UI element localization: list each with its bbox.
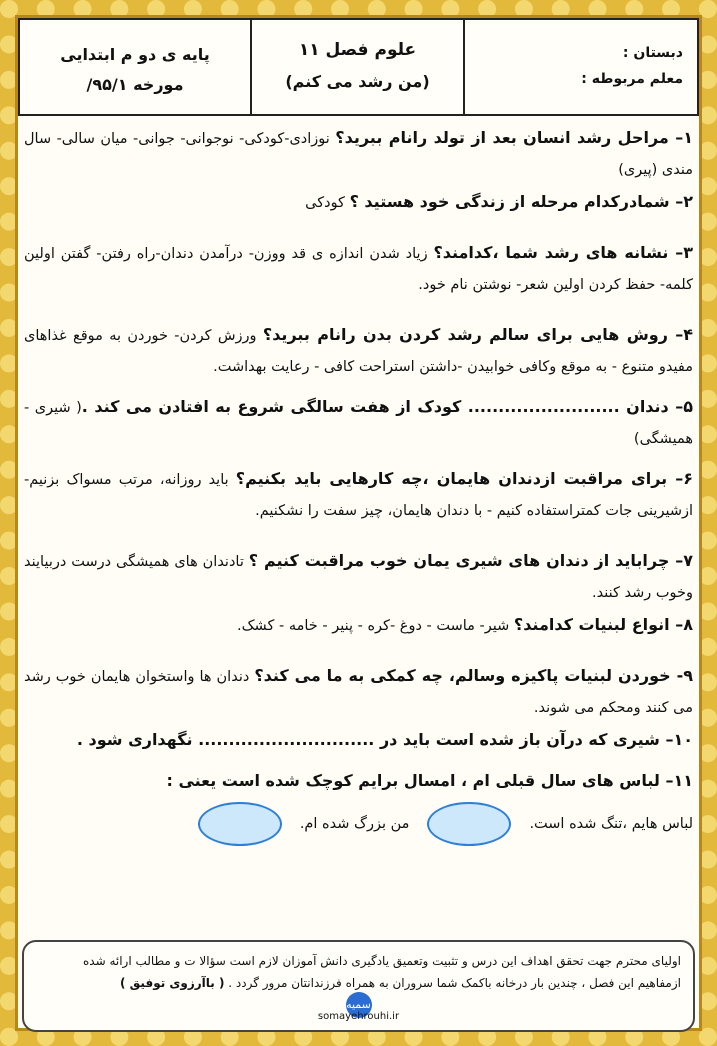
answer-text: کودکی (305, 195, 350, 211)
question-text: ۴– روش هایی برای سالم رشد کردن بدن رانام ببرید؟ (262, 325, 693, 344)
question-8 (24, 609, 693, 642)
school-info-cell (463, 20, 697, 114)
note-line-1: اولیای محترم جهت تحقق اهداف این درس و تثبیت وتعمیق یادگیری دانش آموزان لازم است سؤالا ت و مطالب ارائه شده (82, 954, 681, 968)
answer-text: زیاد شدن اندازه ی قد ووزن- درآمدن دندان-راه رفتن- گفتن اولین کلمه- حفظ کردن اولین شعر- نوشتن نام خود. (24, 246, 693, 293)
question-2 (24, 186, 693, 219)
question-text: ۶– برای مراقبت ازدندان هایمان ،چه کارهایی باید بکنیم؟ (235, 469, 693, 488)
answer-text: ( شیری - همیشگی) (24, 400, 693, 447)
answer-text: ورزش کردن- خوردن به موقع غذاهای مفیدو متنوع - به موقع وکافی خوابیدن -داشتن استراحت کافی - رعایت بهداشت. (24, 328, 693, 375)
question-3 (24, 237, 693, 301)
question-5 (24, 391, 693, 455)
question-text: ۹- خوردن لبنیات پاکیزه وسالم، چه کمکی به ما می کند؟ (254, 666, 694, 685)
answer-text: تادندان های همیشگی درست دربیایند وخوب رشد کنند. (24, 554, 693, 601)
grade-cell (20, 20, 250, 114)
worksheet-header (18, 18, 699, 116)
question-11 (24, 765, 693, 798)
note-closing: ( باآرزوی توفیق ) (119, 976, 225, 990)
subject-subtitle: (من رشد می کنم) (285, 72, 430, 91)
question-text: ۱۰– شیری که درآن باز شده است باید در ............................. نگهداری شود . (76, 730, 693, 749)
question-6 (24, 463, 693, 527)
question-9 (24, 660, 693, 724)
option-1-label: لباس هایم ،تنگ شده است. (529, 815, 693, 832)
question-text: ۱۱– لباس های سال قبلی ام ، امسال برایم کوچک شده است یعنی : (166, 771, 693, 790)
option-1-oval[interactable] (427, 802, 511, 846)
option-2-oval[interactable] (198, 802, 282, 846)
teacher-label: معلم مربوطه : (581, 71, 683, 87)
note-line-2 (36, 972, 681, 994)
answer-text: شیر- ماست - دوغ -کره - پنیر - خامه - کشک. (236, 618, 514, 634)
question-1 (24, 122, 693, 186)
parent-note-box (22, 940, 695, 1032)
subject-cell (250, 20, 463, 114)
subject-title: علوم فصل ۱۱ (298, 40, 417, 60)
option-2-label: من بزرگ شده ام. (299, 815, 410, 832)
answer-text: دندان ها واستخوان هایمان خوب رشد می کنند ومحکم می شوند. (24, 669, 693, 716)
site-url: somayehrouhi.ir (317, 1011, 400, 1022)
school-label: دبستان : (622, 45, 683, 61)
question-text: ۵– دندان ......................... کودک از هفت سالگی شروع به افتادن می کند . (81, 397, 694, 416)
note-line-2-text: ازمفاهیم این فصل ، چندین بار درخانه باکمک شما سروران به همراه فرزندانتان مرور گردد . (228, 976, 681, 990)
grade-label: پایه ی دو م ابتدایی (60, 45, 210, 64)
answer-text: باید روزانه، مرتب مسواک بزنیم- ازشیرینی جات کمتراستفاده کنیم - با دندان هایمان، چیز سفت را نشکنیم. (24, 472, 693, 519)
questions-section (24, 122, 693, 846)
question-text: ۱– مراحل رشد انسان بعد از تولد رانام ببرید؟ (335, 128, 693, 147)
question-text: ۸– انواع لبنیات کدامند؟ (513, 615, 693, 634)
question-4 (24, 319, 693, 383)
question-text: ۲– شمادرکدام مرحله از زندگی خود هستید ؟ (349, 192, 693, 211)
question-text: ۷– چراباید از دندان های شیری یمان خوب مراقبت کنیم ؟ (248, 551, 693, 570)
answer-text: نوزادی-کودکی- نوجوانی- جوانی- میان سالی- سال مندی (پیری) (24, 131, 693, 178)
q11-options (24, 802, 693, 846)
question-7 (24, 545, 693, 609)
site-logo-icon: سمیه (346, 992, 372, 1018)
question-text: ۳– نشانه های رشد شما ،کدامند؟ (433, 243, 693, 262)
question-10 (24, 724, 693, 757)
date-label: مورخه ۹۵/۱/ (86, 75, 184, 94)
